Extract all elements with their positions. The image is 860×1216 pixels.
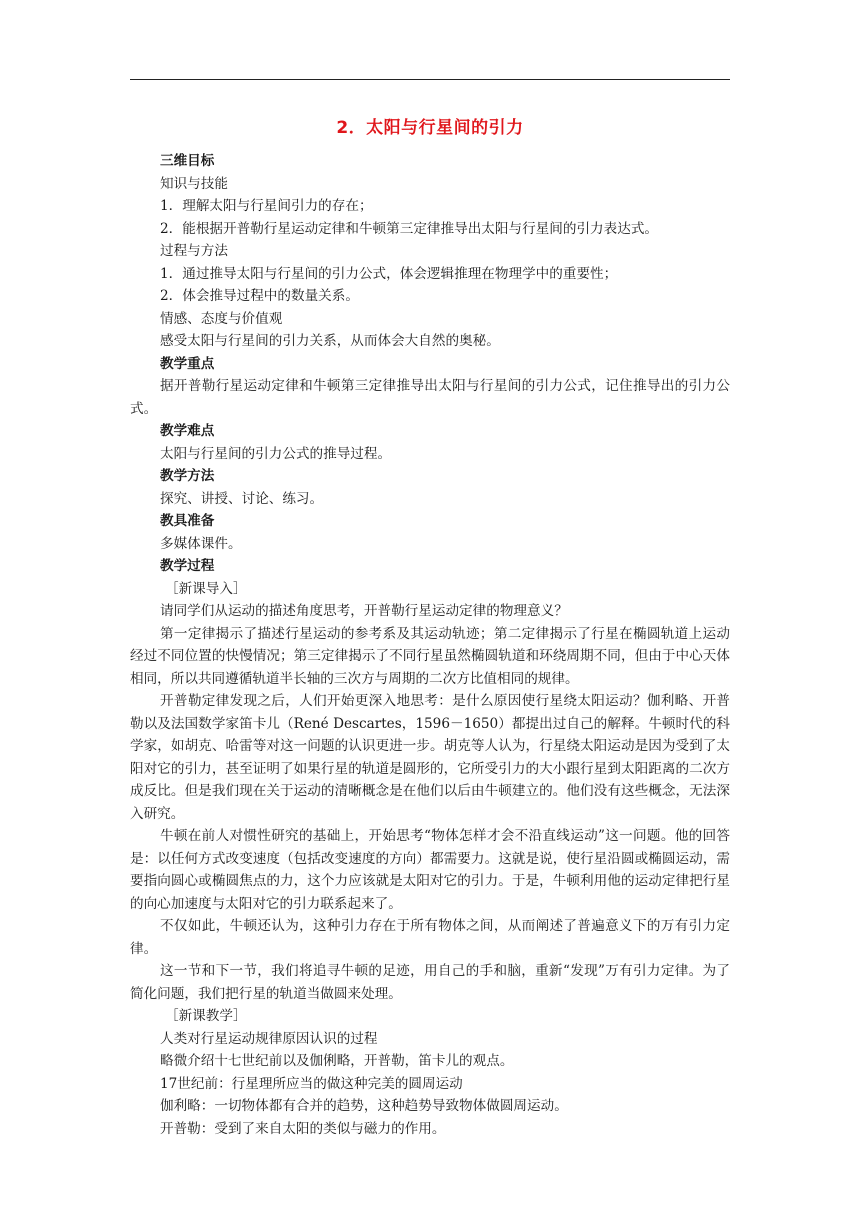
body-line: 太阳与行星间的引力公式的推导过程。 — [160, 445, 392, 462]
body-line: 伽利略：一切物体都有合并的趋势，这种趋势导致物体做圆周运动。 — [160, 1098, 568, 1114]
section-heading: 教具准备 — [160, 513, 215, 529]
body-line: 2．能根据开普勒行星运动定律和牛顿第三定律推导出太阳与行星间的引力表达式。 — [160, 220, 659, 237]
body-line: 多媒体课件。 — [160, 535, 242, 552]
body-paragraph: 请同学们从运动的描述角度思考，开普勒行星运动定律的物理意义？ — [160, 603, 568, 619]
body-line: 17世纪前：行星理所应当的做这种完美的圆周运动 — [160, 1075, 463, 1092]
section-tag: ［新课导入］ — [165, 580, 247, 597]
section-heading: 教学过程 — [160, 558, 215, 574]
body-line: 2．体会推导过程中的数量关系。 — [160, 288, 359, 304]
body-line: 探究、讲授、讨论、练习。 — [160, 490, 324, 507]
body-paragraph: 这一节和下一节，我们将追寻牛顿的足迹，用自己的手和脑，重新“发现”万有引力定律。为了简化问题，我们把行星的轨道当做圆来处理。 — [130, 963, 730, 1002]
body-paragraph: 第一定律揭示了描述行星运动的参考系及其运动轨迹；第二定律揭示了行星在椭圆轨道上运动经过不同位置的快慢情况；第三定律揭示了不同行星虽然椭圆轨道和环绕周期不同，但由于中心天体相同，所以共同遵循轨道半长轴的三次方与周期的二次方比值相同的规律。 — [130, 625, 730, 687]
body-line: 开普勒：受到了来自太阳的类似与磁力的作用。 — [160, 1120, 446, 1137]
body-line: 情感、态度与价值观 — [160, 310, 283, 327]
section-heading: 教学重点 — [160, 355, 215, 372]
document-title: 2．太阳与行星间的引力 — [336, 118, 524, 138]
body-line: 知识与技能 — [160, 175, 228, 192]
body-line: 感受太阳与行星间的引力关系，从而体会大自然的奥秘。 — [160, 333, 500, 349]
body-line: 人类对行星运动规律原因认识的过程 — [160, 1030, 378, 1047]
header-rule — [130, 79, 730, 80]
body-paragraph: 不仅如此，牛顿还认为，这种引力存在于所有物体之间，从而阐述了普遍意义下的万有引力定律。 — [130, 918, 730, 957]
body-line: 1．通过推导太阳与行星间的引力公式，体会逻辑推理在物理学中的重要性； — [160, 265, 618, 282]
body-paragraph: 开普勒定律发现之后，人们开始更深入地思考：是什么原因使行星绕太阳运动？伽利略、开普勒以及法国数学家笛卡儿（René Descartes，1596－1650）都提出过自己的解释。牛顿时代的科学家，如胡克、哈雷等对这一问题的认识更进一步。胡克等人认为，行星绕太阳运动是因为受到了太阳对它的引力，甚至证明了如果行星的轨道是圆形的，它所受引力的大小跟行星到太阳距离的二次方成反比。但是我们现在关于运动的清晰概念是在他们以后由牛顿建立的。他们没有这些概念，无法深入研究。 — [130, 693, 730, 822]
body-paragraph: 据开普勒行星运动定律和牛顿第三定律推导出太阳与行星间的引力公式，记住推导出的引力公式。 — [130, 378, 730, 417]
section-heading: 三维目标 — [160, 153, 215, 169]
body-line: 1．理解太阳与行星间引力的存在； — [160, 198, 373, 214]
section-heading: 教学方法 — [160, 468, 215, 484]
body-line: 略微介绍十七世纪前以及伽俐略，开普勒，笛卡儿的观点。 — [160, 1053, 514, 1069]
section-heading: 教学难点 — [160, 423, 215, 439]
body-paragraph: 牛顿在前人对惯性研究的基础上，开始思考“物体怎样才会不沿直线运动”这一问题。他的回答是：以任何方式改变速度（包括改变速度的方向）都需要力。这就是说，使行星沿圆或椭圆运动，需要指向圆心或椭圆焦点的力，这个力应该就是太阳对它的引力。于是，牛顿利用他的运动定律把行星的向心加速度与太阳对它的引力联系起来了。 — [130, 828, 730, 912]
document-body — [130, 150, 730, 1140]
body-line: 过程与方法 — [160, 243, 228, 259]
section-tag: ［新课教学］ — [165, 1008, 247, 1024]
